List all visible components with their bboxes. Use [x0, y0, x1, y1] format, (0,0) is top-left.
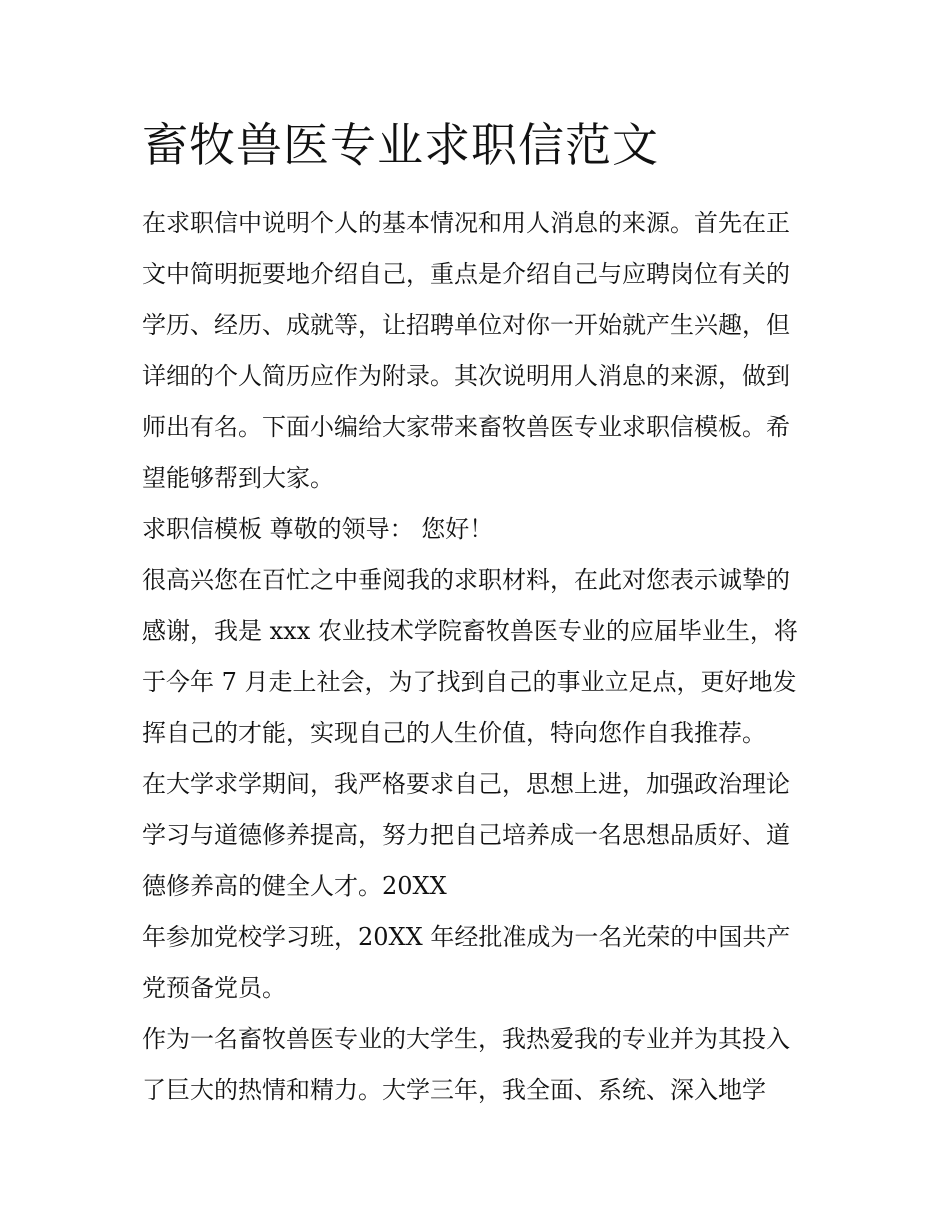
- body-line: 详细的个人简历应作为附录。其次说明用人消息的来源，做到: [142, 362, 790, 390]
- document-title: 畜牧兽医专业求职信范文: [142, 118, 659, 172]
- salutation-line: 求职信模板 尊敬的领导： 您好！: [142, 515, 494, 543]
- body-line: 在求职信中说明个人的基本情况和用人消息的来源。首先在正: [142, 209, 790, 237]
- body-line: 学习与道德修养提高，努力把自己培养成一名思想品质好、道: [142, 821, 790, 849]
- body-line: 年参加党校学习班，20XX 年经批准成为一名光荣的中国共产: [142, 923, 791, 951]
- body-line: 感谢，我是 xxx 农业技术学院畜牧兽医专业的应届毕业生，将: [142, 617, 798, 645]
- body-line: 挥自己的才能，实现自己的人生价值，特向您作自我推荐。: [142, 719, 766, 747]
- body-line: 师出有名。下面小编给大家带来畜牧兽医专业求职信模板。希: [142, 413, 790, 441]
- document-body: [142, 198, 822, 1116]
- body-line: 作为一名畜牧兽医专业的大学生，我热爱我的专业并为其投入: [142, 1025, 790, 1053]
- body-line: 于今年 7 月走上社会，为了找到自己的事业立足点，更好地发: [142, 668, 797, 696]
- body-line: 学历、经历、成就等，让招聘单位对你一开始就产生兴趣，但: [142, 311, 790, 339]
- body-line: 文中简明扼要地介绍自己，重点是介绍自己与应聘岗位有关的: [142, 260, 790, 288]
- body-line: 望能够帮到大家。: [142, 464, 334, 492]
- body-line: 党预备党员。: [142, 974, 286, 1002]
- body-line: 德修养高的健全人才。20XX: [142, 872, 447, 900]
- body-line: 在大学求学期间，我严格要求自己，思想上进，加强政治理论: [142, 770, 790, 798]
- body-line: 很高兴您在百忙之中垂阅我的求职材料，在此对您表示诚挚的: [142, 566, 790, 594]
- body-line: 了巨大的热情和精力。大学三年，我全面、系统、深入地学: [142, 1076, 766, 1104]
